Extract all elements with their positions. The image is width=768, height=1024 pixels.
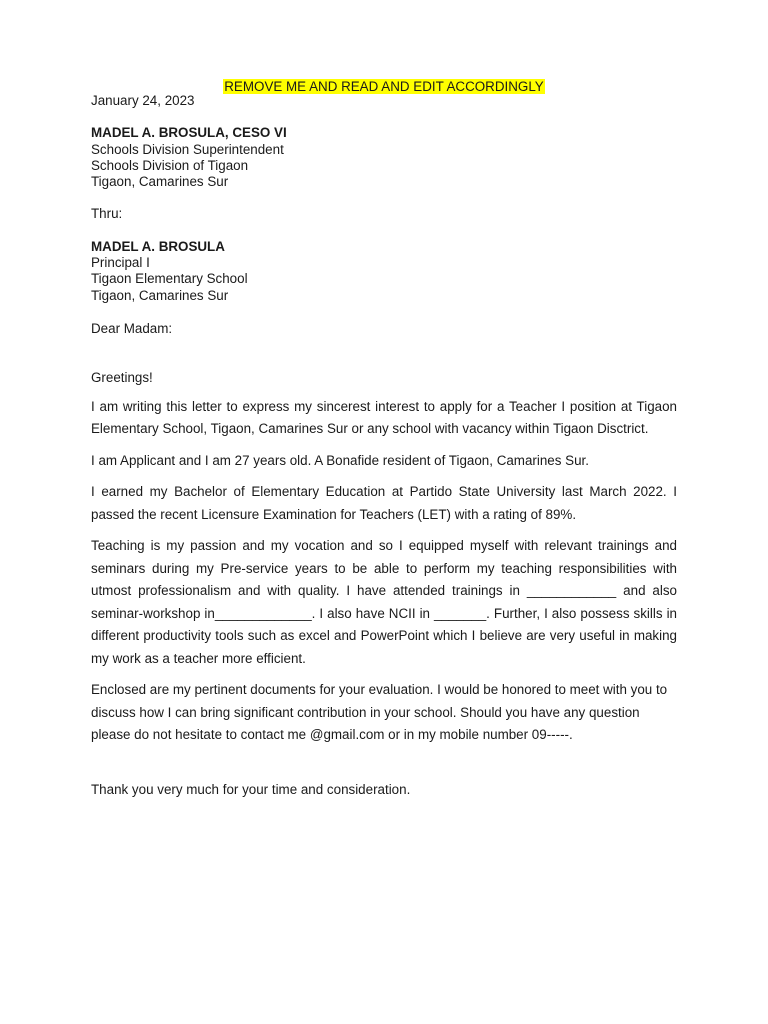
recipient-title: Schools Division Superintendent <box>91 141 284 157</box>
salutation: Dear Madam: <box>91 320 173 336</box>
recipient-name: MADEL A. BROSULA, CESO VI <box>91 125 287 141</box>
thru-title: Principal I <box>91 255 150 271</box>
recipient-address: Tigaon, Camarines Sur <box>91 174 229 190</box>
thru-label: Thru: <box>91 206 123 222</box>
letter-date: January 24, 2023 <box>91 93 195 108</box>
paragraph-trainings: Teaching is my passion and my vocation and so I equipped myself with relevant trainings and seminars during my Pre-service years to be able to perform my teaching responsibilities with utmost professionalism and with quality. I have attended trainings in ____________ and also seminar-workshop in_____________. I also have NCII in _______. Further, I also possess skills in different productivity tools such as excel and PowerPoint which I believe are very useful in making my work as a teacher more efficient. <box>91 538 677 666</box>
thru-name: MADEL A. BROSULA <box>91 238 225 254</box>
paragraph-documents: Enclosed are my pertinent documents for your evaluation. I would be honored to meet with you to discuss how I can bring significant contribution in your school. Should you have any question please do not hesitate to contact me @gmail.com or in my mobile number 09-----. <box>91 682 668 743</box>
paragraph-applicant: I am Applicant and I am 27 years old. A Bonafide resident of Tigaon, Camarines Sur. <box>91 452 589 468</box>
recipient-office: Schools Division of Tigaon <box>91 157 249 173</box>
thru-address: Tigaon, Camarines Sur <box>91 287 229 303</box>
edit-notice-text: REMOVE ME AND READ AND EDIT ACCORDINGLY <box>224 79 544 94</box>
paragraph-interest: I am writing this letter to express my sincerest interest to apply for a Teacher I position at Tigaon Elementary School, Tigaon, Camarines Sur or any school with vacancy within Tigaon Disctrict. <box>91 398 677 437</box>
closing: Thank you very much for your time and consideration. <box>91 781 411 797</box>
letter-body <box>91 93 677 798</box>
paragraph-education: I earned my Bachelor of Elementary Education at Partido State University last March 2022. I passed the recent Licensure Examination for Teachers (LET) with a rating of 89%. <box>91 484 677 522</box>
greeting: Greetings! <box>91 370 153 386</box>
thru-school: Tigaon Elementary School <box>91 271 248 287</box>
